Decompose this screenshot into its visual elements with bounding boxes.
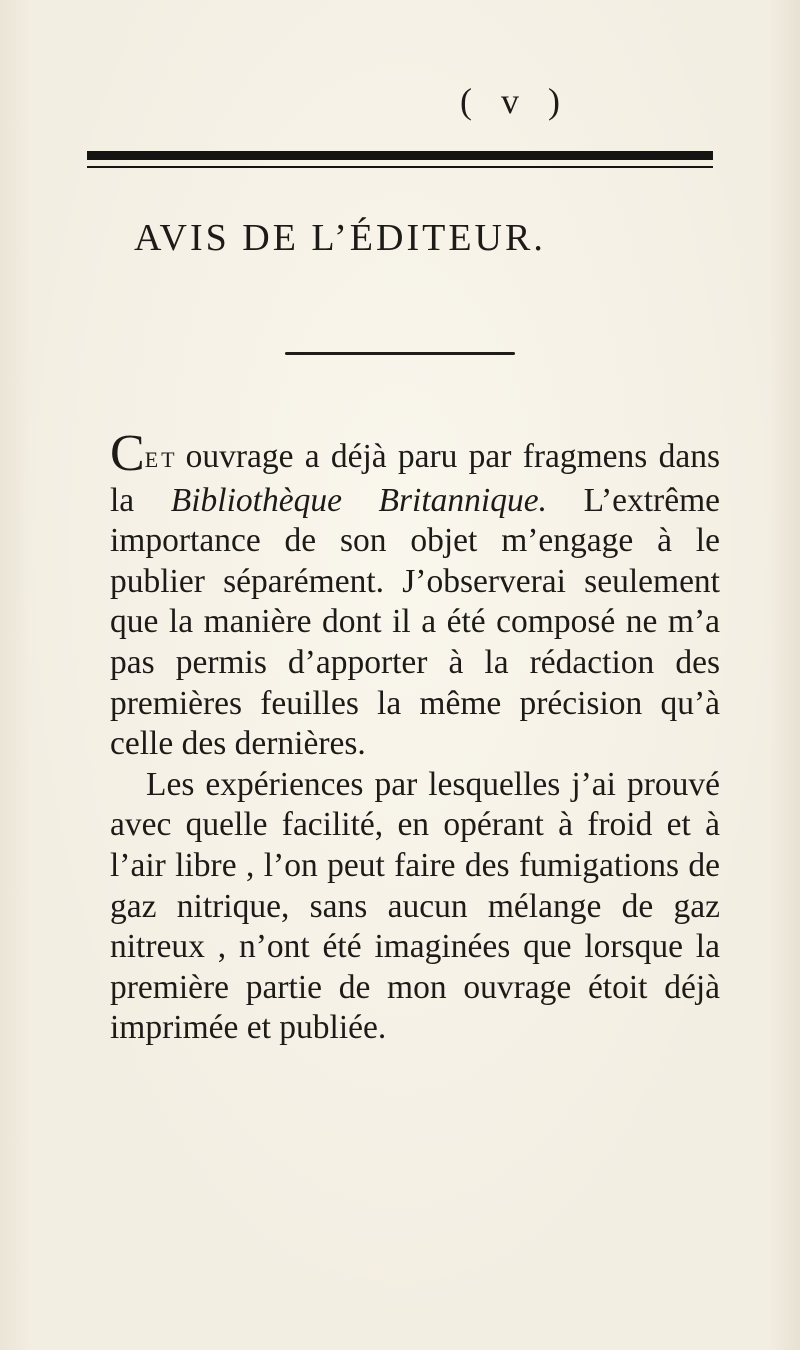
header-rule-thin	[87, 166, 713, 168]
section-heading: AVIS DE L’ÉDITEUR.	[134, 217, 546, 259]
paragraph-1-text-start: ouvrage a déjà paru par fragmens dans la	[110, 438, 720, 519]
body-text	[110, 425, 720, 1049]
journal-title: Bibliothèque Britannique.	[170, 481, 547, 519]
page-number: ( v )	[460, 81, 570, 121]
header-rule-thick	[87, 151, 713, 160]
paragraph-1	[110, 425, 720, 765]
small-caps-opening: ET	[144, 447, 178, 472]
paragraph-1-text-end: L’extrême importance de son objet m’engage à le publier séparément. J’observerai seulement que la manière dont il a été composé ne m’a pas permis d’apporter à la rédaction des premières feuilles la même précision qu’à celle des dernières.	[110, 481, 720, 763]
paragraph-2: Les expériences par lesquelles j’ai prouvé avec quelle facilité, en opérant à froid et à l’air libre , l’on peut faire des fumigations de gaz nitrique, sans aucun mélange de gaz nitreux , n’ont été imaginées que lorsque la première partie de mon ouvrage étoit déjà imprimée et publiée.	[110, 765, 720, 1047]
section-separator	[285, 352, 515, 355]
drop-cap: C	[110, 425, 145, 482]
